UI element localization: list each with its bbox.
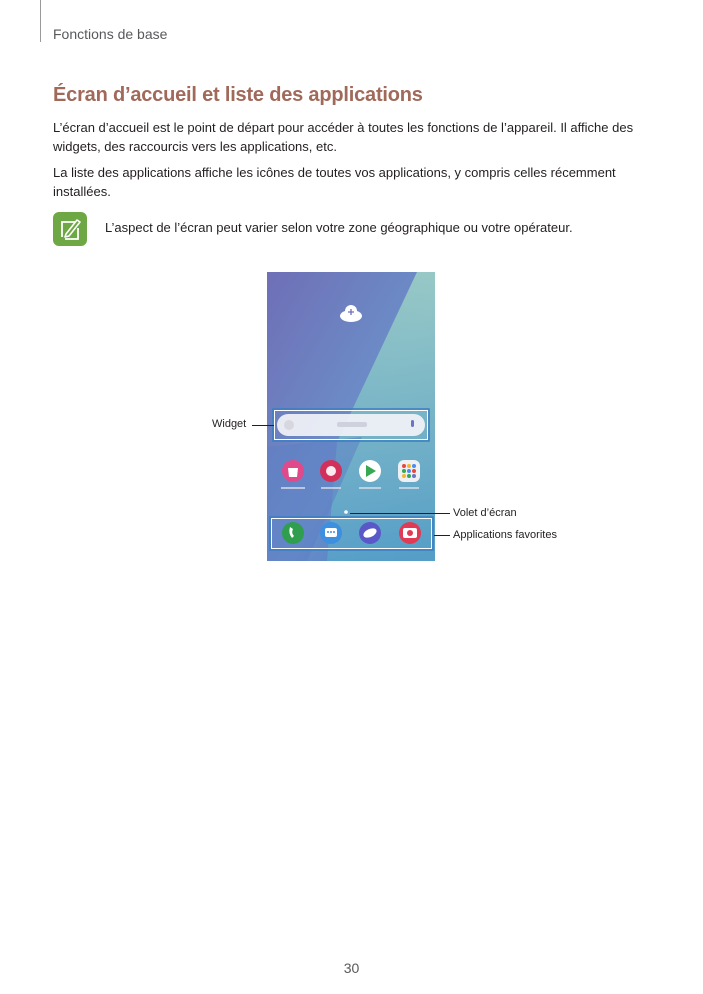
section-header: Fonctions de base bbox=[53, 26, 168, 42]
paragraph-home-screen: L’écran d’accueil est le point de départ pour accéder à toutes les fonctions de l’appareil. Il affiche des widgets, des raccourcis vers les applications, etc. bbox=[53, 120, 634, 154]
home-screen-illustration bbox=[267, 272, 435, 561]
callout-page-indicator-line bbox=[350, 513, 450, 514]
callout-favorites-line bbox=[434, 535, 450, 536]
corner-crop-mark bbox=[40, 0, 41, 42]
note-pencil-icon bbox=[53, 212, 87, 246]
callout-widget: Widget bbox=[212, 418, 247, 430]
callout-favorites: Applications favorites bbox=[453, 529, 557, 541]
callout-page-indicator: Volet d’écran bbox=[453, 507, 517, 519]
paragraph-apps-list: La liste des applications affiche les icônes de toutes vos applications, y compris celles récemment installées. bbox=[53, 165, 616, 199]
callout-widget-line bbox=[252, 425, 274, 426]
page-number: 30 bbox=[343, 960, 360, 976]
note-text: L’aspect de l’écran peut varier selon votre zone géographique ou votre opérateur. bbox=[105, 220, 573, 235]
page-title: Écran d’accueil et liste des applications bbox=[53, 84, 423, 106]
